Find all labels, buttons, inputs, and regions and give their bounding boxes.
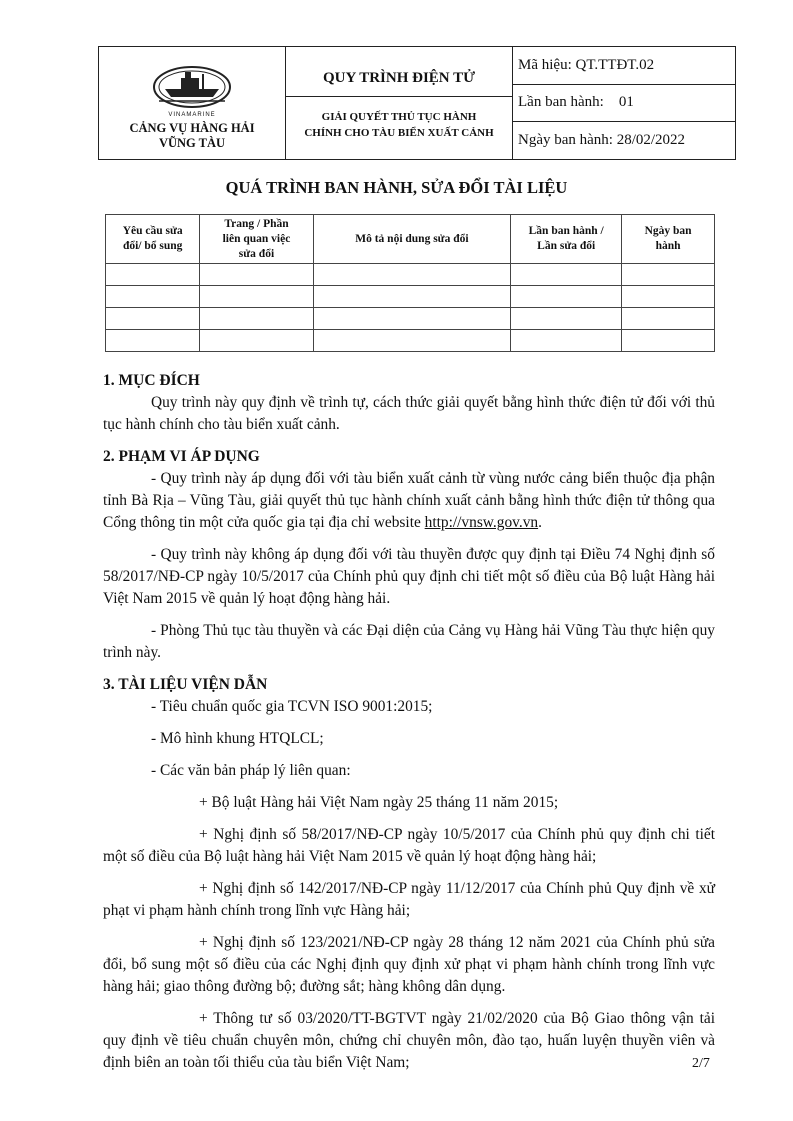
vinamarine-logo-icon [151, 64, 233, 110]
procedure-subtitle-line-2: CHÍNH CHO TÀU BIỂN XUẤT CẢNH [304, 126, 494, 139]
list-item: - Mô hình khung HTQLCL; [151, 730, 324, 747]
revision-col-page: Trang / Phần liên quan việc sửa đổi [200, 215, 313, 264]
procedure-subtitle-line-1: GIẢI QUYẾT THỦ TỤC HÀNH [321, 110, 477, 123]
table-row [106, 286, 715, 308]
list-item: - Các văn bản pháp lý liên quan: [151, 762, 351, 779]
issue-number [513, 84, 736, 122]
list-item: + Nghị định số 58/2017/NĐ-CP ngày 10/5/2017 của Chính phủ quy định chi tiết một số điều của Bộ luật hàng hải Việt Nam 2015 về quản lý hoạt động hàng hải; [103, 826, 715, 865]
document-body [103, 370, 715, 1074]
section-2-paragraph-1: - Quy trình này áp dụng đối với tàu biển xuất cảnh từ vùng nước cảng biển thuộc địa phận tỉnh Bà Rịa – Vũng Tàu, giải quyết thủ tục hành chính xuất cảnh bằng hình thức điện tử thông qua Cổng thông tin một cửa quốc gia tại địa chỉ website http://vnsw.gov.vn. [103, 470, 715, 531]
page-number: 2/7 [692, 1056, 710, 1071]
list-item: + Thông tư số 03/2020/TT-BGTVT ngày 21/02/2020 của Bộ Giao thông vận tải quy định về tiêu chuẩn chuyên môn, chứng chỉ chuyên môn, đào tạo, huấn luyện thuyền viên và định biên an toàn tối thiểu của tàu biển Việt Nam; [103, 1010, 715, 1071]
list-item: + Bộ luật Hàng hải Việt Nam ngày 25 tháng 11 năm 2015; [199, 794, 559, 811]
procedure-cell [286, 47, 513, 160]
issue-date: Ngày ban hành: 28/02/2022 [513, 122, 736, 160]
issue-value: 01 [618, 94, 634, 111]
table-row [106, 308, 715, 330]
logo-cell [99, 47, 286, 160]
document-title: QUÁ TRÌNH BAN HÀNH, SỬA ĐỔI TÀI LIỆU [225, 178, 568, 197]
list-item: + Nghị định số 123/2021/NĐ-CP ngày 28 tháng 12 năm 2021 của Chính phủ sửa đổi, bổ sung một số điều của các Nghị định quy định xử phạt vi phạm hành chính trong lĩnh vực hàng hải; giao thông đường bộ; đường sắt; hàng không dân dụng. [103, 934, 715, 995]
revision-col-issue: Lần ban hành / Lần sửa đổi [511, 215, 622, 264]
list-item: + Nghị định số 142/2017/NĐ-CP ngày 11/12/2017 của Chính phủ Quy định về xử phạt vi phạm hành chính trong lĩnh vực Hàng hải; [103, 880, 715, 919]
issue-label: Lần ban hành: [518, 94, 604, 111]
table-row [106, 330, 715, 352]
revision-col-date: Ngày ban hành [622, 215, 715, 264]
list-item: - Tiêu chuẩn quốc gia TCVN ISO 9001:2015; [151, 698, 433, 715]
section-1-heading: 1. MỤC ĐÍCH [103, 372, 200, 389]
section-1-paragraph: Quy trình này quy định về trình tự, cách thức giải quyết bằng hình thức điện tử đối với thủ tục hành chính cho tàu biển xuất cảnh. [103, 394, 715, 433]
revision-col-request: Yêu cầu sửa đổi/ bổ sung [106, 215, 200, 264]
document-code: Mã hiệu: QT.TTĐT.02 [513, 47, 736, 85]
vnsw-link[interactable]: http://vnsw.gov.vn [424, 514, 539, 531]
revision-table [105, 214, 715, 352]
section-2-paragraph-3: - Phòng Thủ tục tàu thuyền và các Đại diện của Cảng vụ Hàng hải Vũng Tàu thực hiện quy trình này. [103, 622, 715, 661]
logo-text: VINAMARINE [168, 112, 216, 118]
procedure-title: QUY TRÌNH ĐIỆN TỬ [286, 60, 512, 97]
section-3-heading: 3. TÀI LIỆU VIỆN DẪN [103, 676, 268, 693]
org-name-line-2: VŨNG TÀU [158, 136, 226, 150]
org-name-line-1: CẢNG VỤ HÀNG HẢI [129, 121, 255, 135]
table-row [106, 264, 715, 286]
section-2-heading: 2. PHẠM VI ÁP DỤNG [103, 448, 260, 465]
section-2-paragraph-2: - Quy trình này không áp dụng đối với tàu thuyền được quy định tại Điều 74 Nghị định số 58/2017/NĐ-CP ngày 10/5/2017 của Chính phủ quy định chi tiết một số điều của Bộ luật Hàng hải Việt Nam 2015 về quản lý hoạt động hàng hải. [103, 546, 715, 607]
revision-col-description: Mô tả nội dung sửa đổi [313, 215, 511, 264]
document-header [98, 46, 736, 160]
procedure-subtitle [286, 97, 512, 147]
